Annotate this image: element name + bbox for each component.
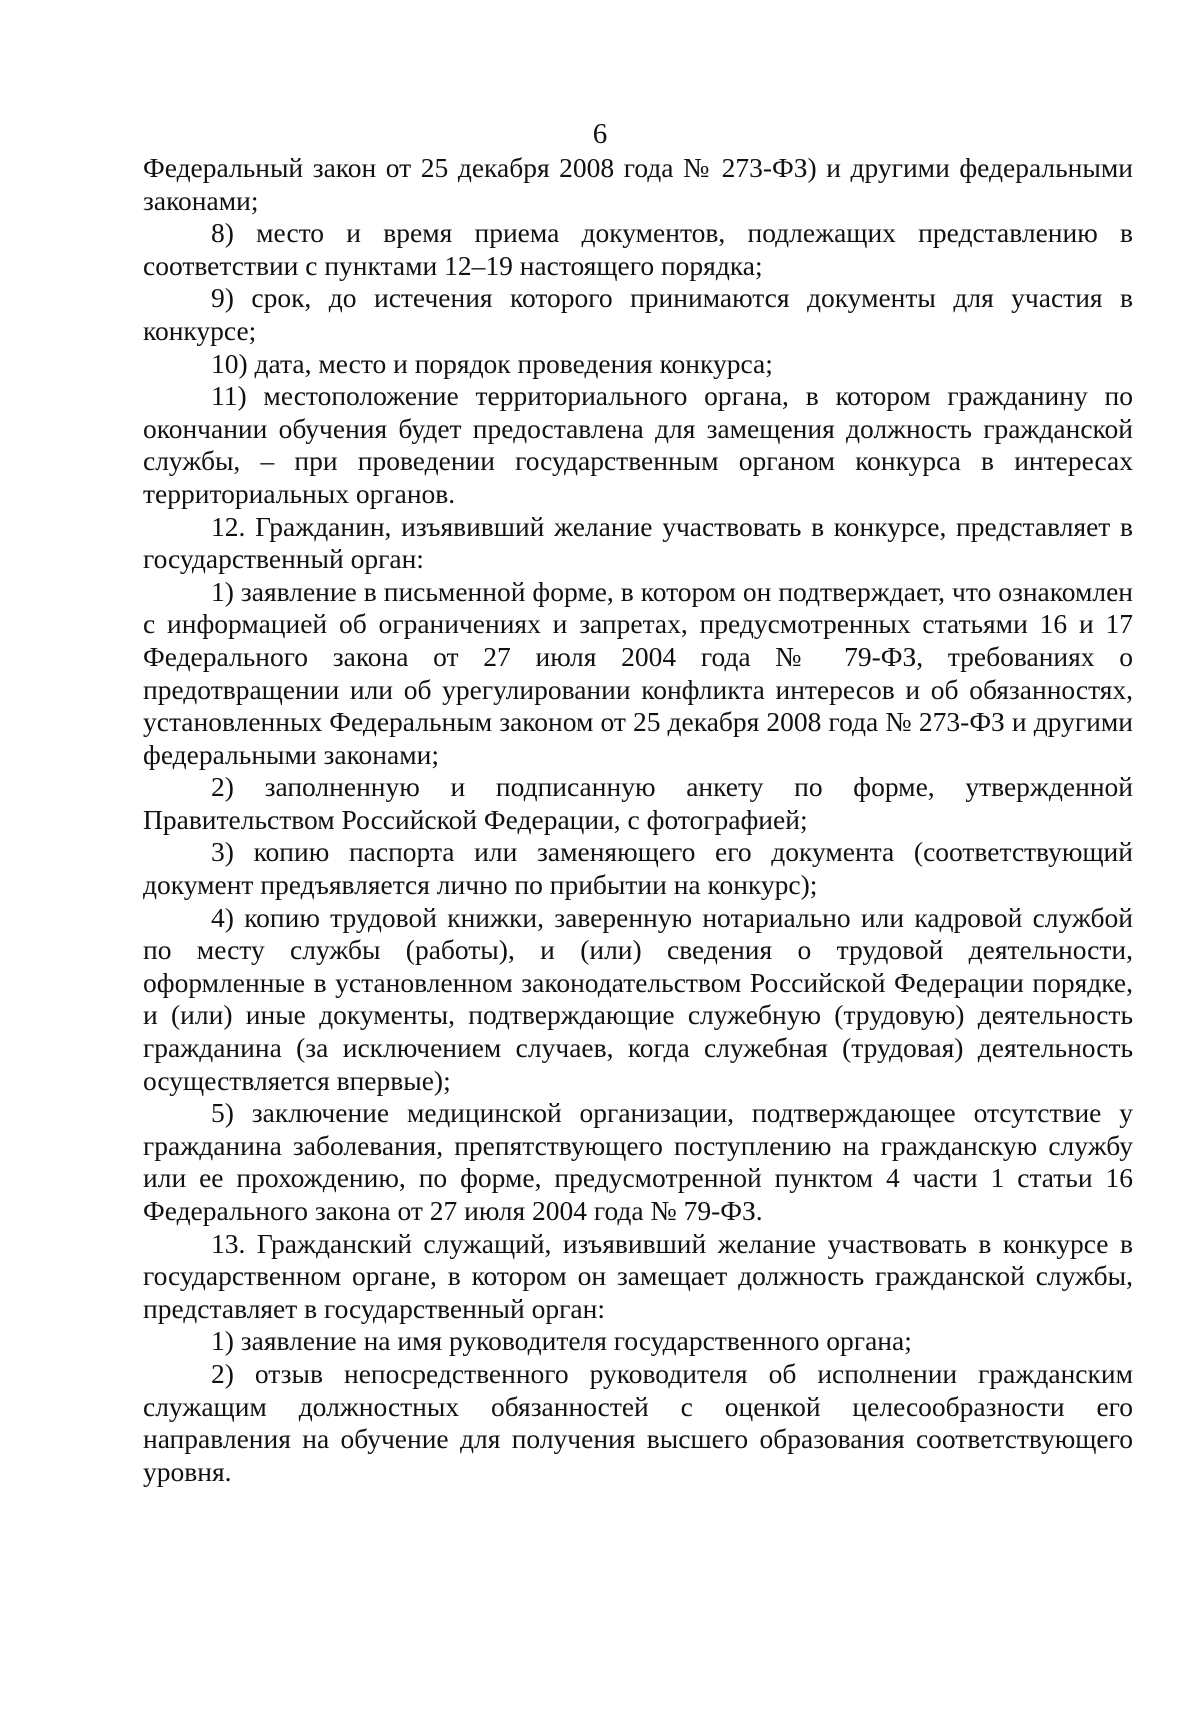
paragraph-item-10: 10) дата, место и порядок проведения конкурса; — [211, 347, 773, 379]
paragraph-clause-12-item-3: 3) копию паспорта или заменяющего его документа (соответствующий документ предъявляется лично по прибытии на конкурс); — [143, 836, 1133, 901]
paragraph-item-9: 9) срок, до истечения которого принимаются документы для участия в конкурсе; — [143, 282, 1133, 346]
paragraph-item-11: 11) местоположение территориального органа, в котором гражданину по окончании обучения будет предоставлена для замещения должность гражданской службы, – при проведении государственным органом конкурса в интересах территориальных органов. — [143, 380, 1133, 509]
paragraph-clause-12-item-5: 5) заключение медицинской организации, подтверждающее отсутствие у гражданина заболевания, препятствующего поступлению на гражданскую службу или ее прохождению, по форме, предусмотренной пунктом 4 части 1 статьи 16 Федерального закона от 27 июля 2004 года № 79-ФЗ. — [143, 1097, 1133, 1226]
paragraph-clause-12-item-2: 2) заполненную и подписанную анкету по форме, утвержденной Правительством Российской Федерации, с фотографией; — [143, 771, 1133, 835]
paragraph-clause-12: 12. Гражданин, изъявивший желание участвовать в конкурсе, представляет в государственный орган: — [143, 510, 1133, 575]
document-body — [143, 152, 1133, 1488]
paragraph-clause-12-item-1: 1) заявление в письменной форме, в котором он подтверждает, что ознакомлен с информацией об ограничениях и запретах, предусмотренных статьями 16 и 17 Федерального закона от 27 июля 2004 года № 79-ФЗ, требованиях о предотвращении или об урегулировании конфликта интересов и об обязанностях, установленных Федеральным законом от 25 декабря 2008 года № 273-ФЗ и другими федеральными законами; — [143, 575, 1133, 770]
paragraph-clause-12-item-4: 4) копию трудовой книжки, заверенную нотариально или кадровой службой по месту службы (работы), и (или) сведения о трудовой деятельности, оформленные в установленном законодательством Российской Федерации порядке, и (или) иные документы, подтверждающие служебную (трудовую) деятельность гражданина (за исключением случаев, когда служебная (трудовая) деятельность осуществляется впервые); — [143, 901, 1133, 1096]
paragraph-item-8: 8) место и время приема документов, подлежащих представлению в соответствии с пунктами 12–19 настоящего порядка; — [143, 217, 1133, 281]
paragraph-clause-13-item-2: 2) отзыв непосредственного руководителя об исполнении гражданским служащим должностных обязанностей с оценкой целесообразности его направления на обучение для получения высшего образования соответствующего уровня. — [143, 1357, 1133, 1487]
page-number: 6 — [592, 118, 608, 150]
paragraph-clause-13-item-1: 1) заявление на имя руководителя государственного органа; — [211, 1325, 912, 1357]
paragraph-continuation: Федеральный закон от 25 декабря 2008 года № 273-ФЗ) и другими федеральными законами; — [143, 152, 1133, 216]
paragraph-clause-13: 13. Гражданский служащий, изъявивший желание участвовать в конкурсе в государственном органе, в котором он замещает должность гражданской службы, представляет в государственный орган: — [143, 1227, 1133, 1324]
